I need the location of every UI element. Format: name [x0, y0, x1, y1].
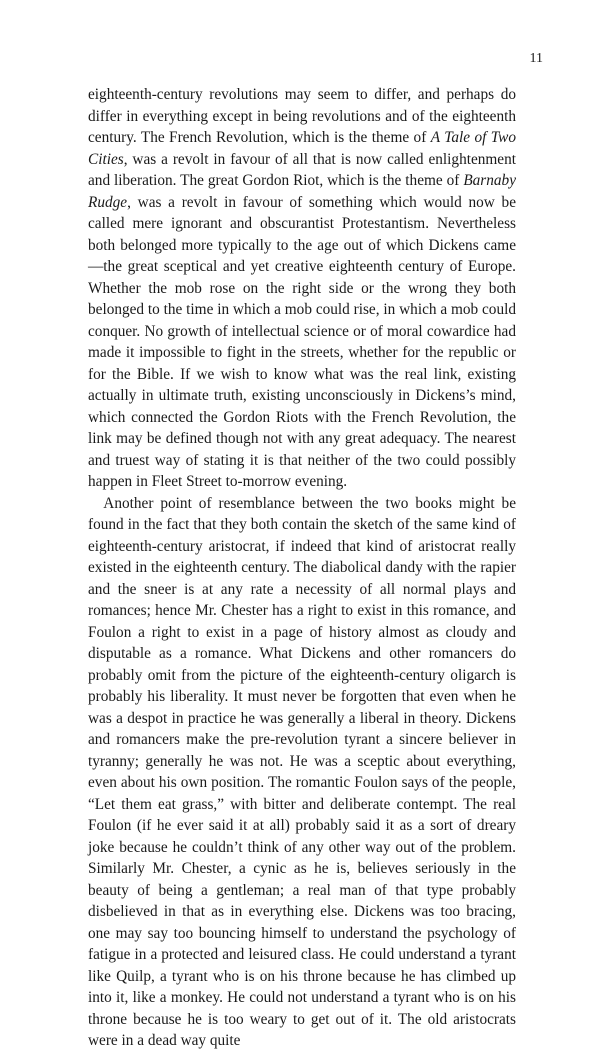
book-title-barnaby-rudge: Barnaby Rudge: [88, 172, 516, 211]
text-run: Another point of resemblance between the two books might be found in the fact that they both contain the sketch of the same kind of eighteenth-century aristocrat, if indeed that kind of aristocrat really existed in the eighteenth century. The diabolical dandy with the rapier and the sneer is at any rate a necessity of all normal plays and romances; hence Mr. Chester has a right to exist in this romance, and Foulon a right to exist in a page of history almost as cloudy and disputable as a romance. What Dickens and other romancers do probably omit from the picture of the eighteenth-century oligarch is probably his liberality. It must never be forgotten that even when he was a despot in practice he was generally a liberal in theory. Dickens and romancers make the pre-revolution tyrant a sincere believer in tyranny; generally he was not. He was a sceptic about everything, even about his own position. The romantic Foulon says of the people, “Let them eat grass,” with bitter and deliberate contempt. The real Foulon (if he ever said it at all) probably said it as a sort of dreary joke because he couldn’t think of any other way out of the problem. Similarly Mr. Chester, a cynic as he is, believes seriously in the beauty of being a gentleman; a real man of that type probably disbelieved in that as in everything else. Dickens was too bracing, one may say too bouncing himself to understand the psychology of fatigue in a protected and leisured class. He could understand a tyrant like Quilp, a tyrant who is on his throne because he has climbed up into it, like a monkey. He could not understand a tyrant who is on his throne because he is too weary to get out of it. The old aristocrats were in a dead way quite: [88, 494, 516, 1049]
body-text: [88, 84, 516, 1052]
page-number: 11: [529, 51, 543, 66]
book-title-a-tale-of-two-cities: A Tale of Two Cities: [88, 129, 516, 168]
text-run: , was a revolt in favour of all that is now called enlightenment and liberation. The great Gordon Riot, which is the theme of: [88, 150, 516, 189]
text-run: eighteenth-century revolutions may seem to differ, and perhaps do differ in everything except in being revolutions and of the eighteenth century. The French Revolution, which is the theme of: [88, 86, 516, 146]
paragraph-1: [88, 84, 516, 493]
text-run: , was a revolt in favour of something which would now be called mere ignorant and obscurantist Protestantism. Nevertheless both belonged more typically to the age out of which Dickens came—the great sceptical and yet creative eighteenth century of Europe. Whether the mob rose on the right side or the wrong they both belonged to the time in which a mob could rise, in which a mob could conquer. No growth of intellectual science or of moral cowardice had made it impossible to fight in the streets, whether for the republic or for the Bible. If we wish to know what was the real link, existing actually in ultimate truth, existing unconsciously in Dickens’s mind, which connected the Gordon Riots with the French Revolution, the link may be defined though not with any great adequacy. The nearest and truest way of stating it is that neither of the two could possibly happen in Fleet Street to-morrow evening.: [88, 193, 516, 490]
paragraph-2: [88, 493, 516, 1052]
